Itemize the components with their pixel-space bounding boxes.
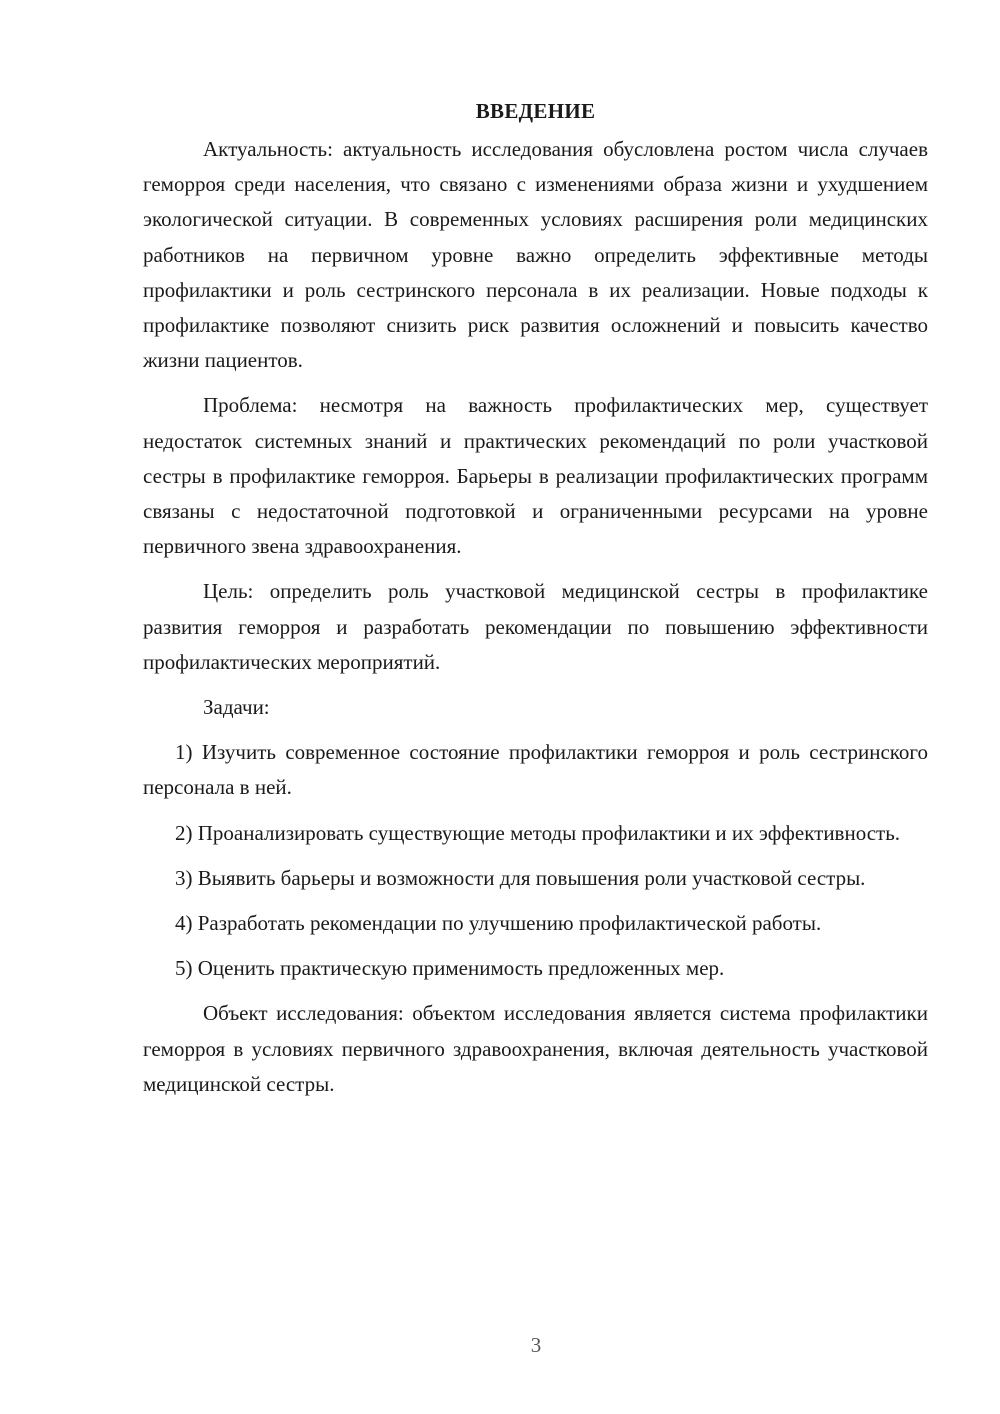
page-number: 3 (530, 1333, 542, 1357)
task-item-4: 4) Разработать рекомендации по улучшению профилактической работы. (175, 911, 822, 936)
paragraph-relevance: Актуальность: актуальность исследования обусловлена ростом числа случаев геморроя среди населения, что связано с изменениями образа жизни и ухудшением экологической ситуации. В современных условиях расширения роли медицинских работников на первичном уровне важно определить эффективные методы профилактики и роль сестринского персонала в их реализации. Новые подходы к профилактике позволяют снизить риск развития осложнений и повысить качество жизни пациентов. (143, 137, 928, 373)
page-content (143, 95, 928, 1102)
paragraph-object: Объект исследования: объектом исследования является система профилактики геморроя в условиях первичного здравоохранения, включая деятельность участковой медицинской сестры. (143, 1001, 928, 1096)
task-item-1: 1) Изучить современное состояние профилактики геморроя и роль сестринского персонала в ней. (143, 740, 928, 800)
section-title: ВВЕДЕНИЕ (475, 99, 596, 123)
paragraph-tasks-heading: Задачи: (203, 695, 270, 720)
task-item-3: 3) Выявить барьеры и возможности для повышения роли участковой сестры. (175, 865, 866, 890)
paragraph-problem: Проблема: несмотря на важность профилактических мер, существует недостаток системных знаний и практических рекомендаций по роли участковой сестры в профилактике геморроя. Барьеры в реализации профилактических программ связаны с недостаточной подготовкой и ограниченными ресурсами на уровне первичного звена здравоохранения. (143, 393, 928, 559)
task-item-5: 5) Оценить практическую применимость предложенных мер. (175, 956, 725, 981)
task-item-2: 2) Проанализировать существующие методы профилактики и их эффективность. (175, 820, 901, 845)
paragraph-goal: Цель: определить роль участковой медицинской сестры в профилактике развития геморроя и разработать рекомендации по повышению эффективности профилактических мероприятий. (143, 579, 928, 674)
